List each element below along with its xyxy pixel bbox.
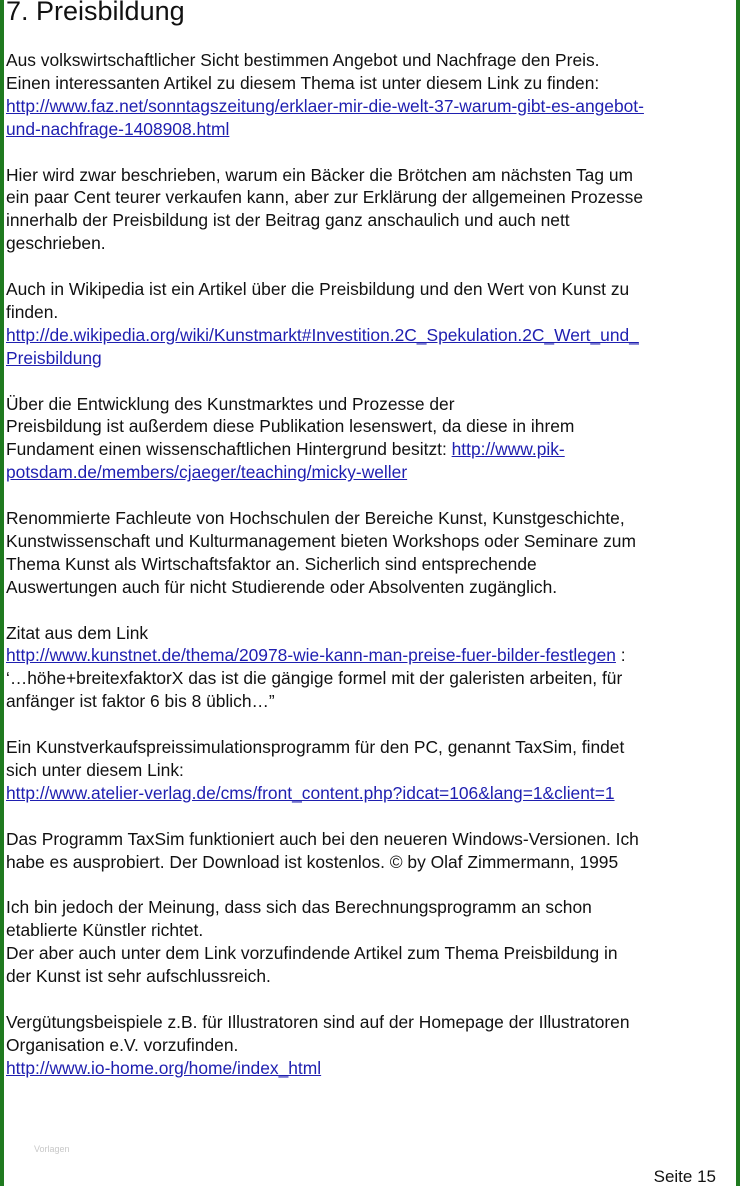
text-line: der Kunst ist sehr aufschlussreich. — [6, 966, 271, 987]
text-line: Der aber auch unter dem Link vorzufindende Artikel zum Thema Preisbildung in — [6, 943, 618, 964]
text-line: Das Programm TaxSim funktioniert auch bei den neueren Windows-Versionen. Ich — [6, 828, 639, 849]
text-line: Renommierte Fachleute von Hochschulen der Bereiche Kunst, Kunstgeschichte, — [6, 508, 625, 529]
kunstnet-link[interactable]: http://www.kunstnet.de/thema/20978-wie-kann-man-preise-fuer-bilder-festlegen — [6, 645, 616, 666]
text-line: Preisbildung ist außerdem diese Publikation lesenswert, da diese in ihrem — [6, 416, 575, 437]
text-line: habe es ausprobiert. Der Download ist kostenlos. © by Olaf Zimmermann, 1995 — [6, 851, 619, 872]
text-line: Aus volkswirtschaftlicher Sicht bestimmen Angebot und Nachfrage den Preis. — [6, 50, 600, 70]
text-line: Ich bin jedoch der Meinung, dass sich das Berechnungsprogramm an schon — [6, 897, 592, 918]
text-line: Organisation e.V. vorzufinden. — [6, 1034, 239, 1055]
paragraph-publication — [6, 393, 738, 485]
text-line: Vergütungsbeispiele z.B. für Illustratoren sind auf der Homepage der Illustratoren — [6, 1011, 630, 1032]
paragraph-taxsim — [6, 736, 738, 805]
text-line: sich unter diesem Link: — [6, 760, 184, 780]
text-line: Zitat aus dem Link — [6, 622, 149, 643]
text-line: Kunstwissenschaft und Kulturmanagement bieten Workshops oder Seminare zum — [6, 530, 636, 551]
watermark: Vorlagen — [34, 1144, 70, 1154]
text-line: Über die Entwicklung des Kunstmarktes und Prozesse der — [6, 393, 455, 414]
paragraph-wikipedia — [6, 278, 738, 370]
paragraph-taxsim-note — [6, 828, 738, 874]
section-heading: 7. Preisbildung — [6, 0, 185, 26]
text-line: Hier wird zwar beschrieben, warum ein Bäcker die Brötchen am nächsten Tag um — [6, 164, 633, 185]
link-text: http://www.faz.net/sonntagszeitung/erklaer-mir-die-welt-37-warum-gibt-es-angebot- — [6, 95, 644, 116]
link-text: potsdam.de/members/cjaeger/teaching/micky-weller — [6, 462, 408, 483]
link-text: http://de.wikipedia.org/wiki/Kunstmarkt#Investition.2C_Spekulation.2C_Wert_und_ — [6, 324, 639, 345]
page-number: Seite 15 — [653, 1167, 716, 1186]
paragraph-experts — [6, 507, 738, 599]
text-line: Einen interessanten Artikel zu diesem Thema ist unter diesem Link zu finden: — [6, 72, 600, 93]
quote-line: anfänger ist faktor 6 bis 8 üblich…” — [6, 691, 275, 712]
paragraph-opinion — [6, 896, 738, 988]
faz-article-link[interactable] — [6, 96, 644, 139]
text-line: finden. — [6, 301, 59, 322]
text-line: ein paar Cent teurer verkaufen kann, aber zur Erklärung der allgemeinen Prozesse — [6, 187, 644, 208]
quote-line: ‘…höhe+breitexfaktorX das ist die gängige formel mit der galeristen arbeiten, für — [6, 668, 623, 689]
text-line: Fundament einen wissenschaftlichen Hintergrund besitzt: — [6, 439, 452, 460]
text-line: etablierte Künstler richtet. — [6, 920, 204, 941]
text-line: innerhalb der Preisbildung ist der Beitrag ganz anschaulich und auch nett — [6, 210, 570, 231]
text-fragment: : — [615, 645, 626, 666]
atelier-verlag-link[interactable]: http://www.atelier-verlag.de/cms/front_content.php?idcat=106&lang=1&client=1 — [6, 782, 615, 803]
link-text: http://www.pik- — [451, 439, 565, 460]
link-text: und-nachfrage-1408908.html — [6, 118, 230, 139]
text-line: geschrieben. — [6, 233, 106, 254]
wikipedia-link[interactable] — [6, 325, 639, 368]
text-line: Auswertungen auch für nicht Studierende oder Absolventen zugänglich. — [6, 576, 558, 597]
link-text: Preisbildung — [6, 347, 102, 368]
text-line: Thema Kunst als Wirtschaftsfaktor an. Sicherlich sind entsprechende — [6, 553, 537, 574]
paragraph-quote — [6, 622, 738, 714]
paragraph-baker — [6, 164, 738, 256]
document-content — [6, 0, 738, 1103]
text-line: Auch in Wikipedia ist ein Artikel über die Preisbildung und den Wert von Kunst zu — [6, 279, 630, 300]
text-line: Ein Kunstverkaufspreissimulationsprogramm für den PC, genannt TaxSim, findet — [6, 737, 625, 758]
paragraph-intro — [6, 49, 738, 141]
paragraph-illustrators — [6, 1011, 738, 1080]
io-home-link[interactable]: http://www.io-home.org/home/index_html — [6, 1057, 322, 1078]
